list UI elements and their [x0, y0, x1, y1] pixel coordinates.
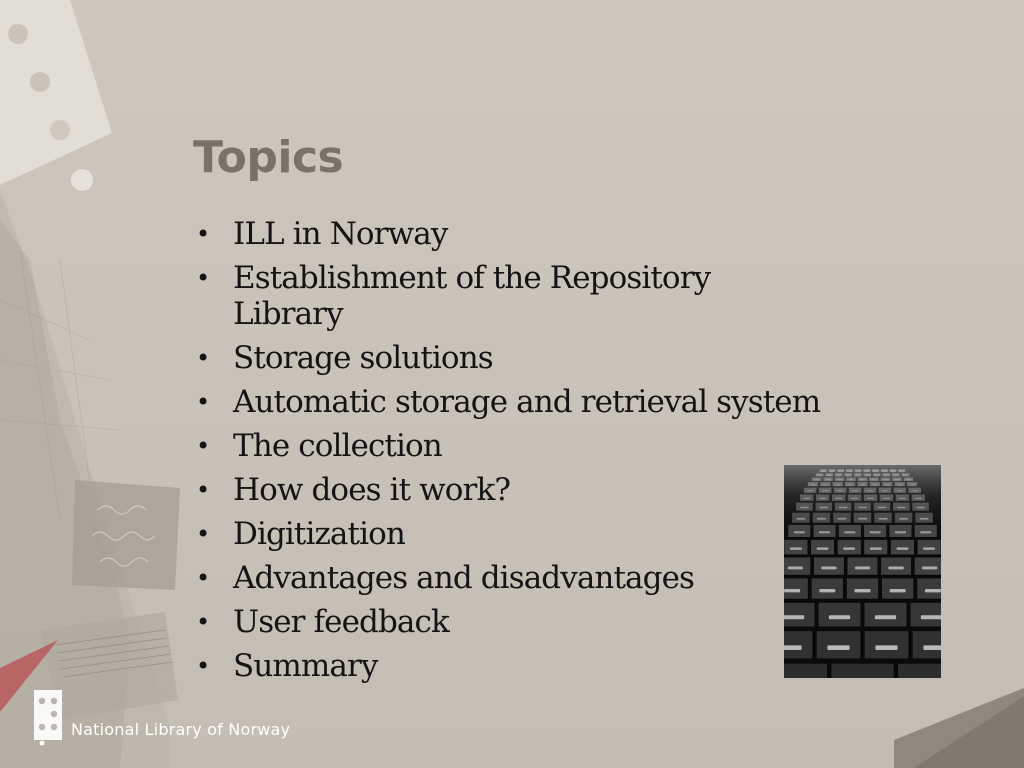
punch-hole [8, 24, 28, 44]
storage-bin [816, 631, 860, 659]
list-item [193, 340, 883, 376]
slide-title: Topics [193, 132, 344, 183]
bin-handle-slot [784, 615, 804, 619]
bin-handle-slot [829, 615, 850, 619]
list-item [193, 472, 883, 508]
bullet-icon: • [196, 264, 210, 292]
list-item-text: Advantages and disadvantages [233, 560, 695, 596]
bullet-icon: • [196, 388, 210, 416]
braille-dots-icon [34, 690, 64, 746]
list-item [193, 560, 883, 596]
storage-bin [831, 663, 894, 678]
bin-handle-slot [819, 589, 835, 592]
bin-handle-slot [875, 645, 897, 650]
list-item-text: How does it work? [233, 472, 511, 508]
bin-handle-slot [855, 589, 871, 592]
list-item-text: The collection [233, 428, 442, 464]
storage-bin [898, 663, 941, 678]
bin-handle-slot [784, 645, 802, 650]
storage-bin [784, 603, 815, 627]
list-item-text: Storage solutions [233, 340, 493, 376]
list-item-text: Establishment of the Repository Library [233, 260, 711, 332]
bin-handle-slot [784, 589, 800, 592]
storage-bin [864, 631, 908, 659]
list-item [193, 428, 883, 464]
topics-list [193, 216, 883, 692]
list-item [193, 384, 883, 420]
storage-bin [910, 603, 941, 627]
storage-bins-photo [784, 465, 941, 678]
list-item [193, 216, 883, 252]
corner-decoration [894, 688, 1024, 768]
list-item-text: User feedback [233, 604, 449, 640]
punch-hole [50, 120, 70, 140]
storage-bin [914, 557, 941, 575]
storage-bin [814, 557, 845, 575]
bin-handle-slot [890, 589, 906, 592]
bullet-icon: • [196, 432, 210, 460]
punch-hole [30, 72, 50, 92]
storage-bin [784, 631, 813, 659]
storage-bin [912, 631, 941, 659]
bin-handle-slot [888, 567, 903, 570]
list-item [193, 516, 883, 552]
bin-handle-slot [921, 615, 941, 619]
list-item [193, 260, 813, 332]
list-item-text: Digitization [233, 516, 405, 552]
list-item-text: ILL in Norway [233, 216, 448, 252]
bin-handle-slot [875, 615, 896, 619]
bullet-icon: • [196, 476, 210, 504]
bin-handle-slot [821, 567, 836, 570]
storage-bin [847, 578, 879, 599]
storage-bin [784, 578, 808, 599]
punch-hole [71, 169, 93, 191]
bin-handle-slot [922, 567, 937, 570]
bullet-icon: • [196, 520, 210, 548]
list-item-text: Summary [233, 648, 378, 684]
logo-text: National Library of Norway [71, 720, 291, 739]
bullet-icon: • [196, 344, 210, 372]
bullet-icon: • [196, 652, 210, 680]
bin-handle-slot [925, 589, 941, 592]
bin-handle-slot [788, 567, 803, 570]
storage-bins-illustration [784, 465, 941, 678]
storage-bin [811, 578, 843, 599]
list-item [193, 648, 883, 684]
bin-handle-slot [923, 645, 941, 650]
storage-bin [881, 557, 912, 575]
storage-bin [818, 603, 861, 627]
library-logo [34, 690, 334, 748]
bin-handle-slot [827, 645, 849, 650]
storage-bin [917, 578, 941, 599]
bullet-icon: • [196, 220, 210, 248]
bin-handle-slot [855, 567, 870, 570]
storage-bin [847, 557, 878, 575]
list-item-text: Automatic storage and retrieval system [233, 384, 821, 420]
bullet-icon: • [196, 564, 210, 592]
storage-bin [784, 557, 811, 575]
storage-bin [784, 663, 827, 678]
storage-bin [882, 578, 914, 599]
storage-bin [864, 603, 907, 627]
list-item [193, 604, 883, 640]
bullet-icon: • [196, 608, 210, 636]
